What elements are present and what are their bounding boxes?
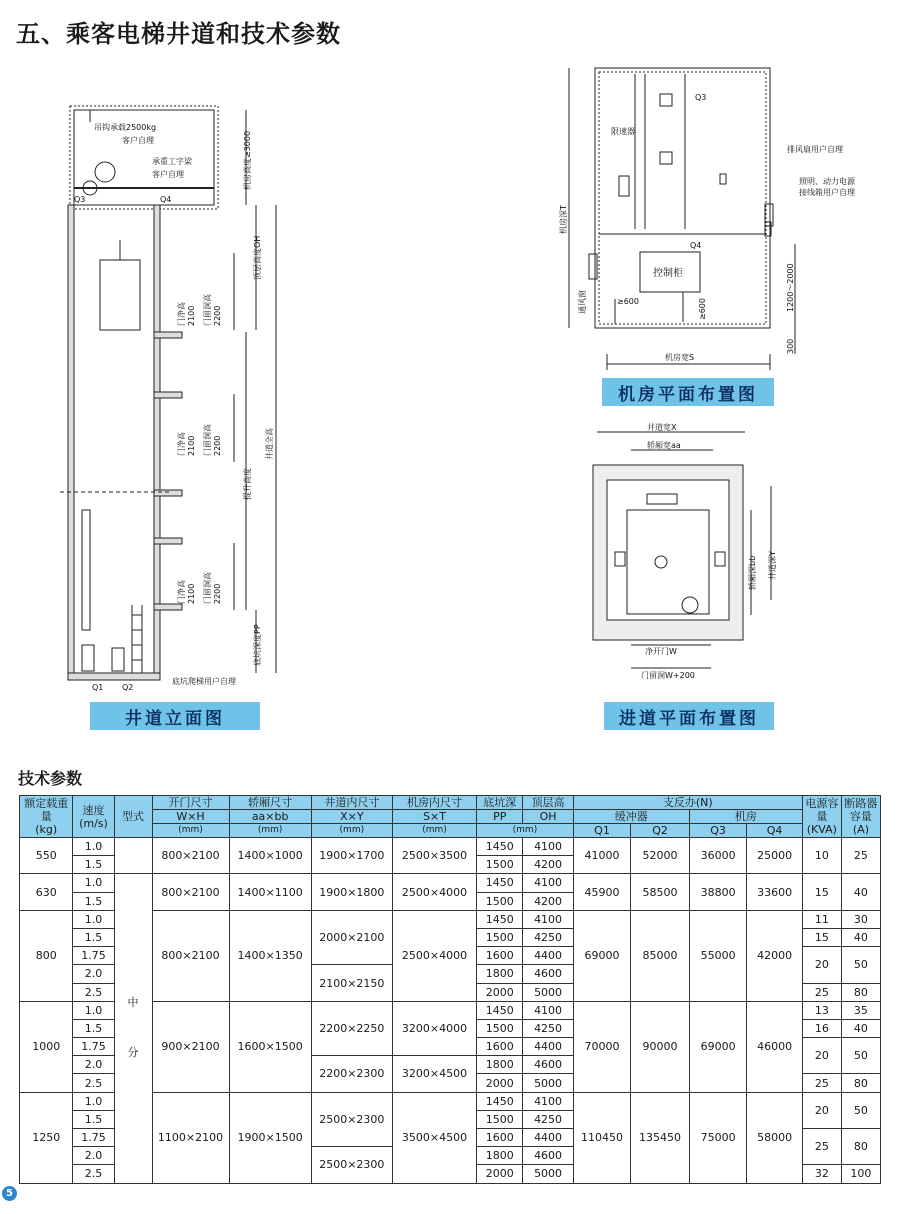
shaft-size: 1900×1700 — [311, 838, 392, 874]
room-size: 3500×4500 — [392, 1092, 476, 1183]
pit: 1450 — [477, 874, 523, 892]
pit-depth-label: 底坑深度PP — [253, 624, 262, 666]
type-cell: 中 分 — [114, 874, 152, 1183]
min600-a: ≥600 — [617, 297, 639, 306]
car-size: 1400×1100 — [229, 874, 311, 910]
oh: 4400 — [523, 1038, 573, 1056]
beam-note2: 客户自理 — [152, 170, 184, 179]
q1: 110450 — [573, 1092, 631, 1183]
breaker: 80 — [841, 1129, 880, 1165]
speed: 1.5 — [73, 1110, 114, 1128]
power: 25 — [802, 1129, 841, 1165]
car-depth-label: 轿厢深bb — [748, 555, 757, 590]
elevation-drawing — [60, 100, 300, 698]
room-size: 3200×4500 — [392, 1056, 476, 1092]
hook-note: 吊钩承载2500kg — [94, 123, 157, 132]
power: 25 — [802, 983, 841, 1001]
power: 15 — [802, 874, 841, 910]
power: 20 — [802, 1092, 841, 1128]
oh: 4600 — [523, 1147, 573, 1165]
th-machine: 机房 — [689, 810, 802, 824]
elev-q2: Q2 — [122, 683, 134, 692]
pit: 1500 — [477, 928, 523, 946]
door-size: 800×2100 — [152, 874, 229, 910]
machine-room-drawing — [555, 64, 900, 374]
pit: 1450 — [477, 838, 523, 856]
shaft-size: 2100×2150 — [311, 965, 392, 1001]
q4: 33600 — [747, 874, 802, 910]
speed: 1.0 — [73, 874, 114, 892]
page-number: 5 — [2, 1186, 17, 1201]
th-shaft-unit: (mm) — [311, 824, 392, 838]
power-note1: 照明、动力电源 — [799, 177, 855, 186]
th-buffer: 缓冲器 — [573, 810, 689, 824]
oh: 5000 — [523, 1165, 573, 1183]
th-pit-sub: PP — [477, 810, 523, 824]
th-car-unit: (mm) — [229, 824, 311, 838]
door-size: 800×2100 — [152, 910, 229, 1001]
th-load: 额定载重量 (kg) — [20, 796, 73, 838]
door-size: 1100×2100 — [152, 1092, 229, 1183]
speed: 1.0 — [73, 1001, 114, 1019]
elev-q4: Q4 — [160, 195, 172, 204]
speed: 2.0 — [73, 965, 114, 983]
q4: 42000 — [747, 910, 802, 1001]
hook-note2: 客户自理 — [122, 136, 154, 145]
pit: 1500 — [477, 892, 523, 910]
breaker: 50 — [841, 1092, 880, 1128]
page-title: 五、乘客电梯井道和技术参数 — [16, 20, 341, 48]
th-breaker: 断路器容量 (A) — [841, 796, 880, 838]
th-room-sub: S×T — [392, 810, 476, 824]
shaft-width-label: 井道宽X — [647, 423, 677, 432]
th-door-unit: (mm) — [152, 824, 229, 838]
tech-heading: 技术参数 — [18, 769, 83, 788]
q1: 41000 — [573, 838, 631, 874]
load-630: 630 — [20, 874, 73, 910]
th-room: 机房内尺寸 — [392, 796, 476, 810]
door-opening-value: 2200 — [213, 305, 222, 326]
power: 32 — [802, 1165, 841, 1183]
power-note2: 接线箱用户自理 — [799, 188, 855, 197]
elev-q3: Q3 — [74, 195, 86, 204]
speed: 1.5 — [73, 892, 114, 910]
breaker: 80 — [841, 983, 880, 1001]
power: 16 — [802, 1019, 841, 1037]
breaker: 100 — [841, 1165, 880, 1183]
load-550: 550 — [20, 838, 73, 874]
room-size: 2500×4000 — [392, 874, 476, 910]
room-size: 3200×4000 — [392, 1001, 476, 1056]
door-opening-label: 门留洞W+200 — [641, 671, 695, 680]
speed: 1.5 — [73, 928, 114, 946]
fan-note: 排风扇用户自理 — [787, 145, 843, 154]
q2: 90000 — [631, 1001, 690, 1092]
oh: 4200 — [523, 856, 573, 874]
oh: 4100 — [523, 910, 573, 928]
pit: 1600 — [477, 1129, 523, 1147]
car-width-label: 轿厢宽aa — [647, 441, 681, 450]
th-power: 电源容量 (KVA) — [802, 796, 841, 838]
q2: 135450 — [631, 1092, 690, 1183]
oh: 4250 — [523, 1110, 573, 1128]
oh: 4400 — [523, 1129, 573, 1147]
door-clear-height-2: 门净高 — [177, 432, 186, 456]
th-reaction: 支反办(N) — [573, 796, 802, 810]
door-opening-value-3: 2200 — [213, 583, 222, 604]
mr-q3: Q3 — [695, 93, 707, 102]
th-q2: Q2 — [631, 824, 690, 838]
oh: 4100 — [523, 1092, 573, 1110]
shaft-plan-caption: 进道平面布置图 — [604, 702, 774, 730]
door-clear-value: 2100 — [187, 305, 196, 326]
th-car: 轿厢尺寸 — [229, 796, 311, 810]
pit: 1500 — [477, 1019, 523, 1037]
th-speed: 速度 (m/s) — [73, 796, 114, 838]
breaker: 50 — [841, 947, 880, 983]
pit: 1600 — [477, 947, 523, 965]
door-opening-height-3: 门留洞高 — [203, 572, 212, 604]
load-1250: 1250 — [20, 1092, 73, 1183]
th-type: 型式 — [114, 796, 152, 838]
oh: 4100 — [523, 1001, 573, 1019]
tech-table — [19, 795, 881, 1184]
power: 20 — [802, 1038, 841, 1074]
dim-1200-2000: 1200～2000 — [786, 263, 795, 312]
q3: 38800 — [689, 874, 747, 910]
th-pit: 底坑深 — [477, 796, 523, 810]
pit: 1800 — [477, 1147, 523, 1165]
car-size: 1600×1500 — [229, 1001, 311, 1092]
th-q3: Q3 — [689, 824, 747, 838]
power: 11 — [802, 910, 841, 928]
speed: 1.0 — [73, 838, 114, 856]
shaft-plan-drawing — [575, 420, 795, 690]
ladder-note: 底坑爬梯用户自理 — [172, 677, 236, 686]
breaker: 30 — [841, 910, 880, 928]
pit: 2000 — [477, 1074, 523, 1092]
controller-label: 控制柜 — [653, 268, 683, 279]
q3: 36000 — [689, 838, 747, 874]
door-clear-value-3: 2100 — [187, 583, 196, 604]
door-opening-height: 门留洞高 — [203, 294, 212, 326]
door-clear-height-3: 门净高 — [177, 580, 186, 604]
oh: 4200 — [523, 892, 573, 910]
pit: 1800 — [477, 1056, 523, 1074]
car-size: 1400×1000 — [229, 838, 311, 874]
oh: 4250 — [523, 928, 573, 946]
q3: 69000 — [689, 1001, 747, 1092]
room-width-label: 机房宽S — [665, 353, 695, 362]
door-size: 800×2100 — [152, 838, 229, 874]
door-clear-height: 门净高 — [177, 302, 186, 326]
pit: 1800 — [477, 965, 523, 983]
th-shaft-sub: X×Y — [311, 810, 392, 824]
oh: 4100 — [523, 874, 573, 892]
oh: 5000 — [523, 1074, 573, 1092]
oh: 5000 — [523, 983, 573, 1001]
beam-note: 承重工字梁 — [152, 157, 192, 166]
speed: 1.0 — [73, 1092, 114, 1110]
machine-room-caption: 机房平面布置图 — [602, 378, 774, 406]
q1: 45900 — [573, 874, 631, 910]
q2: 85000 — [631, 910, 690, 1001]
breaker: 35 — [841, 1001, 880, 1019]
q2: 52000 — [631, 838, 690, 874]
q3: 75000 — [689, 1092, 747, 1183]
breaker: 40 — [841, 928, 880, 946]
q2: 58500 — [631, 874, 690, 910]
th-pit-oh-unit: (mm) — [477, 824, 574, 838]
travel-label: 提升高度 — [243, 468, 252, 500]
governor-label: 限速器 — [611, 127, 635, 136]
pit: 1450 — [477, 1001, 523, 1019]
shaft-size: 2200×2300 — [311, 1056, 392, 1092]
th-q1: Q1 — [573, 824, 631, 838]
oh: 4250 — [523, 1019, 573, 1037]
shaft-size: 2500×2300 — [311, 1092, 392, 1147]
speed: 1.75 — [73, 947, 114, 965]
th-shaft: 井道内尺寸 — [311, 796, 392, 810]
breaker: 80 — [841, 1074, 880, 1092]
load-800: 800 — [20, 910, 73, 1001]
mr-q4: Q4 — [690, 241, 702, 250]
oh: 4600 — [523, 965, 573, 983]
pit: 1500 — [477, 1110, 523, 1128]
breaker: 25 — [841, 838, 880, 874]
speed: 1.75 — [73, 1038, 114, 1056]
speed: 1.5 — [73, 1019, 114, 1037]
q4: 25000 — [747, 838, 802, 874]
th-q4: Q4 — [747, 824, 802, 838]
elev-q1: Q1 — [92, 683, 104, 692]
breaker: 40 — [841, 874, 880, 910]
breaker: 40 — [841, 1019, 880, 1037]
th-oh-sub: OH — [523, 810, 573, 824]
th-door-sub: W×H — [152, 810, 229, 824]
vent-label: 通风窗 — [578, 290, 587, 314]
power: 10 — [802, 838, 841, 874]
room-depth-label: 机房深T — [559, 205, 568, 234]
q3: 55000 — [689, 910, 747, 1001]
shaft-depth-label: 井道深Y — [768, 551, 777, 580]
door-clear-value-2: 2100 — [187, 435, 196, 456]
speed: 1.75 — [73, 1129, 114, 1147]
th-car-sub: aa×bb — [229, 810, 311, 824]
q4: 46000 — [747, 1001, 802, 1092]
room-size: 2500×4000 — [392, 910, 476, 1001]
oh: 4600 — [523, 1056, 573, 1074]
pit: 2000 — [477, 1165, 523, 1183]
shaft-total-label: 井道全高 — [265, 428, 274, 460]
power: 25 — [802, 1074, 841, 1092]
power: 20 — [802, 947, 841, 983]
shaft-size: 1900×1800 — [311, 874, 392, 910]
oh: 4100 — [523, 838, 573, 856]
th-room-unit: (mm) — [392, 824, 476, 838]
speed: 2.5 — [73, 983, 114, 1001]
pit: 2000 — [477, 983, 523, 1001]
machine-room-height: 机房高度≥3000 — [243, 130, 252, 190]
pit: 1450 — [477, 1092, 523, 1110]
door-size: 900×2100 — [152, 1001, 229, 1092]
power: 13 — [802, 1001, 841, 1019]
q1: 69000 — [573, 910, 631, 1001]
speed: 2.0 — [73, 1147, 114, 1165]
dim-300: 300 — [786, 338, 795, 354]
q4: 58000 — [747, 1092, 802, 1183]
shaft-size: 2200×2250 — [311, 1001, 392, 1056]
min600-b: ≥600 — [698, 298, 707, 320]
speed: 2.5 — [73, 1165, 114, 1183]
load-1000: 1000 — [20, 1001, 73, 1092]
room-size: 2500×3500 — [392, 838, 476, 874]
th-door: 开门尺寸 — [152, 796, 229, 810]
car-size: 1400×1350 — [229, 910, 311, 1001]
power: 15 — [802, 928, 841, 946]
shaft-size: 2000×2100 — [311, 910, 392, 965]
overhead-label: 顶层高度OH — [253, 235, 262, 280]
oh: 4400 — [523, 947, 573, 965]
elevation-caption: 井道立面图 — [90, 702, 260, 730]
pit: 1500 — [477, 856, 523, 874]
pit: 1450 — [477, 910, 523, 928]
th-oh: 顶层高 — [523, 796, 573, 810]
speed: 2.5 — [73, 1074, 114, 1092]
speed: 2.0 — [73, 1056, 114, 1074]
speed: 1.0 — [73, 910, 114, 928]
shaft-size: 2500×2300 — [311, 1147, 392, 1183]
door-opening-height-2: 门留洞高 — [203, 424, 212, 456]
breaker: 50 — [841, 1038, 880, 1074]
q1: 70000 — [573, 1001, 631, 1092]
door-opening-value-2: 2200 — [213, 435, 222, 456]
speed: 1.5 — [73, 856, 114, 874]
type-cell — [114, 838, 152, 874]
car-size: 1900×1500 — [229, 1092, 311, 1183]
pit: 1600 — [477, 1038, 523, 1056]
door-clear-width-label: 净开门W — [645, 647, 677, 656]
